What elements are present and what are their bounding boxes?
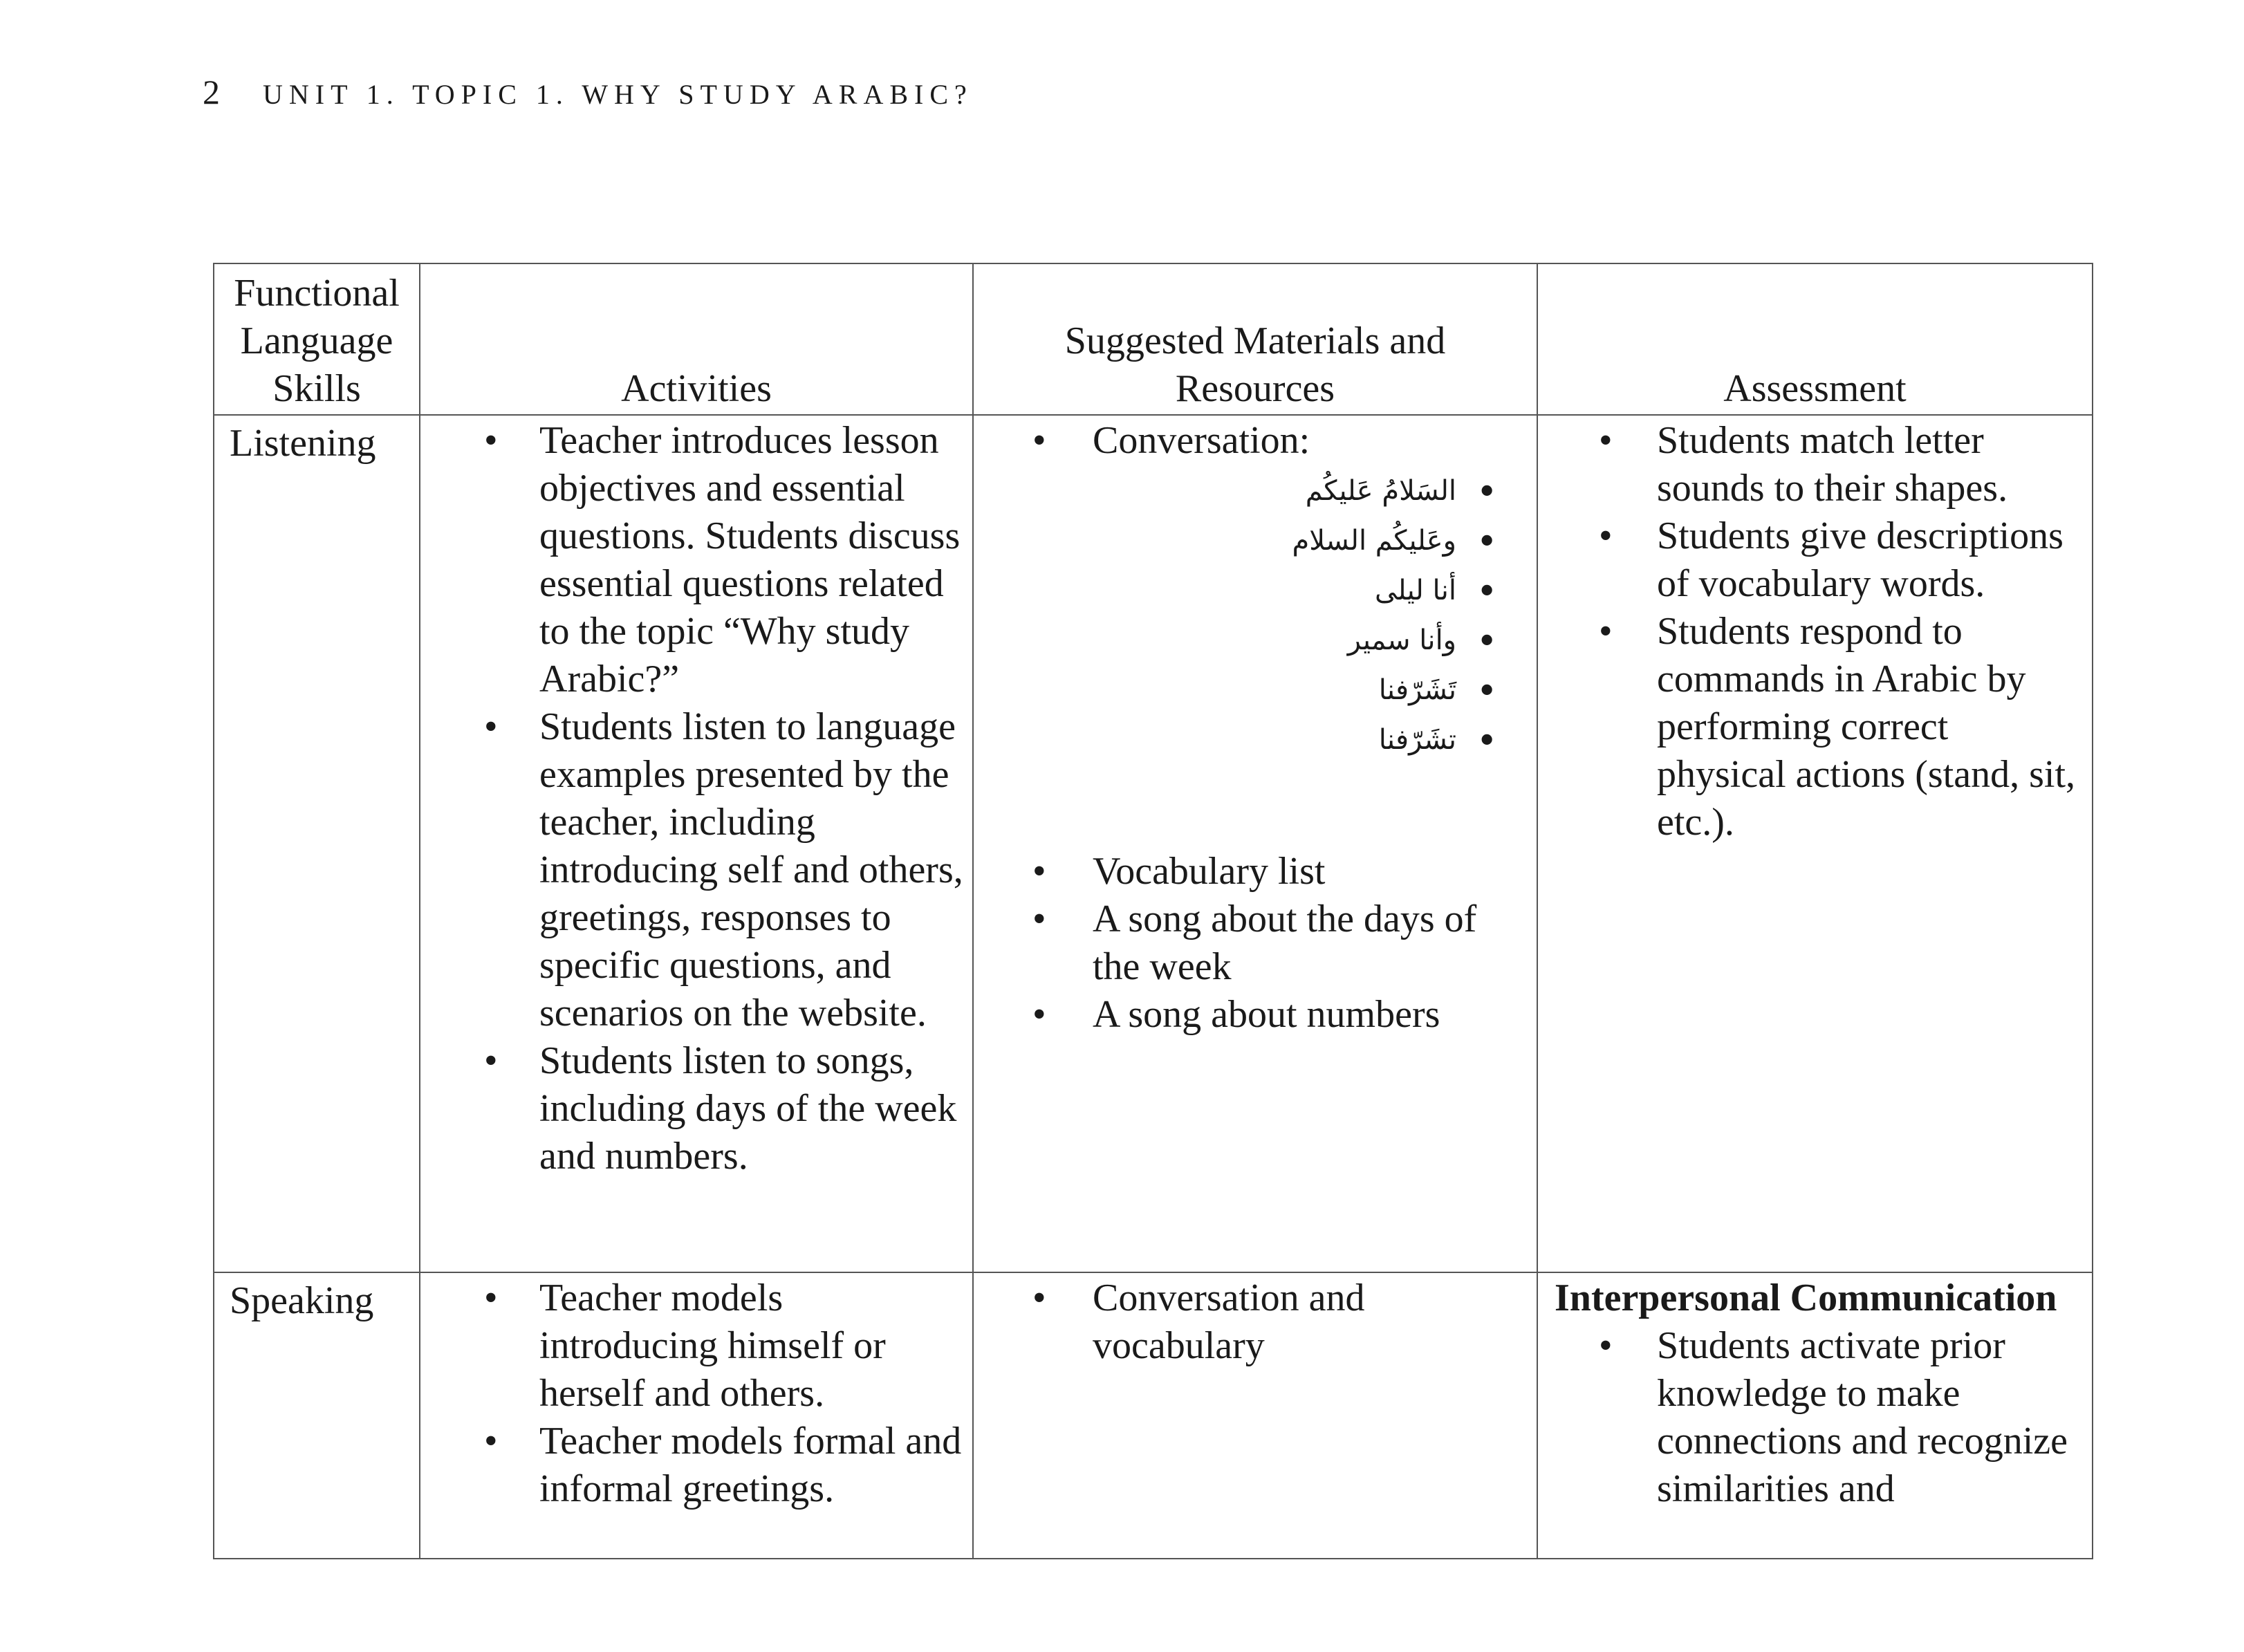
speaking-activities-cell — [420, 1272, 973, 1559]
skill-listening: Listening — [214, 415, 420, 1272]
list-item: • Students listen to songs, including days of the week and numbers. — [420, 1037, 965, 1180]
speaking-materials-cell — [973, 1272, 1537, 1559]
list-item: • Students give descriptions of vocabulary words. — [1538, 512, 2085, 608]
list-item: • Conversation and vocabulary — [974, 1274, 1530, 1370]
running-head — [203, 75, 973, 109]
arabic-phrase: • تشَرّفنا — [1093, 715, 1494, 765]
header-assessment: Assessment — [1537, 263, 2093, 415]
lesson-plan-table — [213, 263, 2093, 1559]
skill-speaking: Speaking — [214, 1272, 420, 1559]
speaking-materials-list — [974, 1274, 1530, 1370]
table-row-speaking — [214, 1272, 2093, 1559]
table-header-row — [214, 263, 2093, 415]
arabic-phrase: • السَلامُ عَليكُم — [1093, 466, 1494, 516]
listening-activities-list — [420, 417, 965, 1180]
list-item: • Teacher introduces lesson objectives and essential questions. Students discuss essential questions related to the topic “Why study Arabic?” — [420, 417, 965, 703]
running-head-title: UNIT 1. TOPIC 1. WHY STUDY ARABIC? — [263, 79, 973, 110]
listening-materials-list — [974, 417, 1530, 1039]
table-row-listening — [214, 415, 2093, 1272]
speaking-assessment-cell — [1537, 1272, 2093, 1559]
arabic-phrase-list — [1093, 466, 1494, 765]
conversation-label: Conversation: — [1093, 419, 1310, 462]
header-activities: Activities — [420, 263, 973, 415]
arabic-phrase: • وأنا سمير — [1093, 615, 1494, 665]
arabic-phrase: • أنا ليلى — [1093, 566, 1494, 615]
listening-assessment-list — [1538, 417, 2085, 846]
list-item: • Students match letter sounds to their shapes. — [1538, 417, 2085, 512]
listening-assessment-cell — [1537, 415, 2093, 1272]
list-item: • Students listen to language examples presented by the teacher, including introducing self and others, greetings, responses to specific questions, and scenarios on the website. — [420, 703, 965, 1037]
header-skills: Functional Language Skills — [214, 263, 420, 415]
list-item: • Teacher models introducing himself or herself and others. — [420, 1274, 965, 1418]
list-item: • Students activate prior knowledge to make connections and recognize similarities and — [1538, 1322, 2085, 1513]
header-materials: Suggested Materials and Resources — [973, 263, 1537, 415]
list-item — [974, 417, 1530, 848]
listening-materials-cell — [973, 415, 1537, 1272]
list-item: • A song about numbers — [974, 991, 1530, 1039]
listening-activities-cell — [420, 415, 973, 1272]
arabic-phrase: • تَشَرّفنا — [1093, 665, 1494, 715]
list-item: • Teacher models formal and informal greetings. — [420, 1418, 965, 1513]
speaking-assessment-list — [1538, 1322, 2085, 1513]
speaking-activities-list — [420, 1274, 965, 1513]
list-item: • Students respond to commands in Arabic by performing correct physical actions (stand, sit, etc.). — [1538, 608, 2085, 846]
page-number: 2 — [203, 73, 220, 111]
interpersonal-communication-heading: Interpersonal Communication — [1555, 1277, 2057, 1319]
list-item: • A song about the days of the week — [974, 895, 1530, 991]
arabic-phrase: • وعَليكُم السلام — [1093, 516, 1494, 566]
list-item: • Vocabulary list — [974, 848, 1530, 895]
